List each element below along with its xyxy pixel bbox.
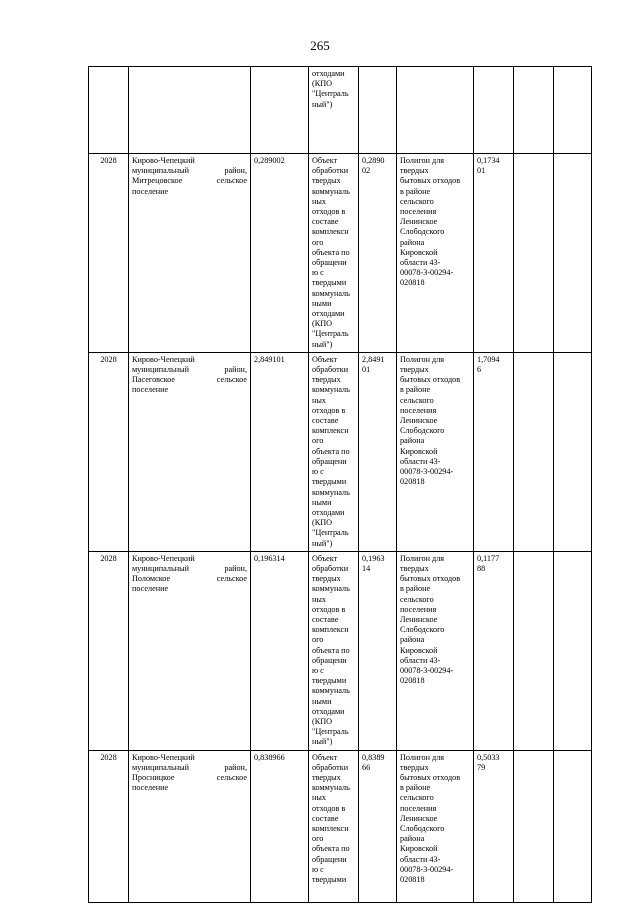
- cell-object: Объект обработки твердых коммуналь ных отходов в составе комплексн ого объекта по обращени ю с твердыми коммуналь ными отходами (КПО "Централь ный"): [309, 551, 359, 750]
- cell-amount2: [359, 67, 397, 154]
- cell-amount3: 0,5033 79: [474, 750, 514, 902]
- table-row: [89, 352, 592, 551]
- cell-empty: [514, 352, 554, 551]
- waste-flow-table: [88, 66, 592, 903]
- cell-amount2: 0,2890 02: [359, 154, 397, 353]
- cell-empty: [554, 154, 592, 353]
- cell-amount: 2,849101: [251, 352, 309, 551]
- cell-object: Объект обработки твердых коммуналь ных отходов в составе комплексн ого объекта по обращени ю с твердыми: [309, 750, 359, 902]
- cell-site: Полигон для твердых бытовых отходов в районе сельского поселения Ленинское Слободского района Кировской области 43- 00078-3-00294- 020818: [397, 750, 474, 902]
- cell-site: Полигон для твердых бытовых отходов в районе сельского поселения Ленинское Слободского района Кировской области 43- 00078-3-00294- 020818: [397, 551, 474, 750]
- cell-amount3: [474, 67, 514, 154]
- cell-empty: [554, 551, 592, 750]
- cell-area: Кирово-Чепецкий муниципальный район, Поломское сельское поселение: [129, 551, 251, 750]
- cell-site: Полигон для твердых бытовых отходов в районе сельского поселения Ленинское Слободского района Кировской области 43- 00078-3-00294- 020818: [397, 154, 474, 353]
- cell-amount: 0,289002: [251, 154, 309, 353]
- cell-year: 2028: [89, 551, 129, 750]
- cell-empty: [554, 67, 592, 154]
- cell-amount3: 1,7094 6: [474, 352, 514, 551]
- cell-object: Объект обработки твердых коммуналь ных отходов в составе комплексн ого объекта по обращени ю с твердыми коммуналь ными отходами (КПО "Централь ный"): [309, 154, 359, 353]
- cell-site: Полигон для твердых бытовых отходов в районе сельского поселения Ленинское Слободского района Кировской области 43- 00078-3-00294- 020818: [397, 352, 474, 551]
- table-row: [89, 154, 592, 353]
- cell-year: 2028: [89, 154, 129, 353]
- cell-site: [397, 67, 474, 154]
- cell-year: [89, 67, 129, 154]
- cell-empty: [514, 154, 554, 353]
- cell-object: отходами (КПО "Централь ный"): [309, 67, 359, 154]
- cell-area: Кирово-Чепецкий муниципальный район, Пасеговское сельское поселение: [129, 352, 251, 551]
- cell-amount: [251, 67, 309, 154]
- cell-amount3: 0,1177 88: [474, 551, 514, 750]
- cell-area: [129, 67, 251, 154]
- cell-amount2: 2,8491 01: [359, 352, 397, 551]
- cell-amount3: 0,1734 01: [474, 154, 514, 353]
- cell-amount: 0,196314: [251, 551, 309, 750]
- cell-amount2: 0,1963 14: [359, 551, 397, 750]
- cell-year: 2028: [89, 352, 129, 551]
- cell-empty: [554, 352, 592, 551]
- cell-area: Кирово-Чепецкий муниципальный район, Просницкое сельское поселение: [129, 750, 251, 902]
- cell-empty: [554, 750, 592, 902]
- page-number: 265: [310, 38, 330, 53]
- table-row-continued: [89, 67, 592, 154]
- cell-year: 2028: [89, 750, 129, 902]
- table-row: [89, 750, 592, 902]
- cell-empty: [514, 551, 554, 750]
- cell-amount2: 0,8389 66: [359, 750, 397, 902]
- cell-area: Кирово-Чепецкий муниципальный район, Митрецовское сельское поселение: [129, 154, 251, 353]
- cell-empty: [514, 67, 554, 154]
- cell-amount: 0,838966: [251, 750, 309, 902]
- cell-object: Объект обработки твердых коммуналь ных отходов в составе комплексн ого объекта по обращени ю с твердыми коммуналь ными отходами (КПО "Централь ный"): [309, 352, 359, 551]
- cell-empty: [514, 750, 554, 902]
- table-row: [89, 551, 592, 750]
